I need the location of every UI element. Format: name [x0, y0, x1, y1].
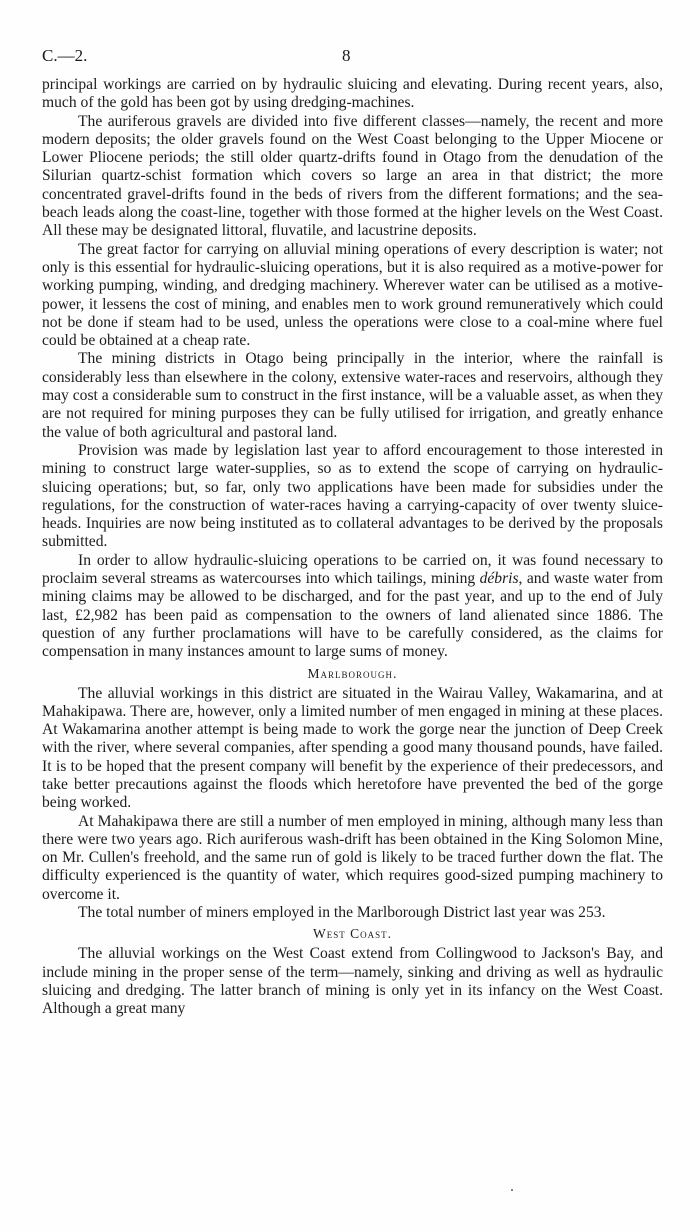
paragraph-6-part-1: In order to allow hydraulic-sluicing operations to be carried on, it was found necessary to proclaim several streams as watercourses into which tailings, mining: [42, 551, 663, 588]
paragraph-8: At Mahakipawa there are still a number of men employed in mining, although many less than there were two years ago. Rich auriferous wash-drift has been obtained in the King Solomon Mine, on Mr. Cullen's freehold, and the same run of gold is likely to be traced further down the flat. The difficulty experienced is the quantity of water, which requires good-sized pumping machinery to overcome it.: [42, 812, 663, 903]
paragraph-1: principal workings are carried on by hydraulic sluicing and elevating. During recent years, also, much of the gold has been got by using dredging-machines.: [42, 76, 663, 112]
page-header: [42, 46, 663, 68]
paragraph-7: The alluvial workings in this district are situated in the Wairau Valley, Wakamarina, and at Mahakipawa. There are, however, only a limited number of men engaged in mining at these places. At Wakamarina another attempt is being made to work the gorge near the junction of Deep Creek with the river, where several companies, after spending a good many thousand pounds, have failed. It is to be hoped that the present company will benefit by the experience of their predecessors, and take better precautions against the floods which heretofore have prevented the bed of the gorge being worked.: [42, 684, 663, 812]
italic-term: débris: [479, 570, 519, 588]
paragraph-4: The mining districts in Otago being principally in the interior, where the rainfall is considerably less than elsewhere in the colony, extensive water-races and reservoirs, although they may cost a considerable sum to construct in the first instance, will be a valuable asset, as when they are not required for mining purposes they can be fully utilised for irrigation, and greatly enhance the value of both agricultural and pastoral land.: [42, 350, 663, 441]
section-heading-west-coast: West Coast.: [313, 926, 392, 942]
paragraph-2: The auriferous gravels are divided into five different classes—namely, the recent and more modern deposits; the older gravels found on the West Coast belonging to the Upper Miocene or Lower Pliocene periods; the still older quartz-drifts found in Otago from the denudation of the Silurian quartz-schist formation which covers so large an area in that district; the more concentrated gravel-drifts found in the beds of rivers from the different formations; and the sea-beach leads along the coast-line, together with those formed at the higher levels on the West Coast. All these may be designated littoral, fluvatile, and lacustrine deposits.: [42, 112, 663, 240]
report-reference: C.—2.: [42, 46, 88, 65]
paragraph-10: The alluvial workings on the West Coast extend from Collingwood to Jackson's Bay, and include mining in the proper sense of the term—namely, sinking and driving as well as hydraulic sluicing and dredging. The latter branch of mining is only yet in its infancy on the West Coast. Although a great many: [42, 945, 663, 1018]
body-text: [42, 76, 663, 1019]
paragraph-3: The great factor for carrying on alluvial mining operations of every description is water; not only is this essential for hydraulic-sluicing operations, but it is also required as a motive-power for working pumping, winding, and dredging machinery. Wherever water can be utilised as a motive-power, it lessens the cost of mining, and enables men to work ground remuneratively which could not be done if steam had to be used, unless the operations were close to a coal-mine where fuel could be obtained at a cheap rate.: [42, 240, 663, 350]
section-heading-marlborough: Marlborough.: [307, 665, 398, 681]
paragraph-5: Provision was made by legislation last year to afford encouragement to those interested in mining to construct large water-supplies, so as to extend the scope of carrying on hydraulic-sluicing operations; but, so far, only two applications have been made for subsidies under the regulations, for the construction of water-races having a carrying-capacity of over twenty sluice-heads. Inquiries are now being instituted as to collateral advantages to be derived by the proposals submitted.: [42, 441, 663, 551]
paragraph-6: [42, 552, 663, 662]
ink-speck: [511, 1189, 513, 1191]
paragraph-9: The total number of miners employed in the Marlborough District last year was 253.: [78, 904, 606, 922]
paragraph-6-part-2: , and waste water from mining claims may be allowed to be discharged, and for the past year, and up to the end of July last, £2,982 has been paid as compensation to the owners of land alienated since 1886. The question of any further proclamations will have to be carefully considered, as the claims for compensation in many instances amount to large sums of money.: [42, 570, 664, 661]
page-number: 8: [342, 46, 351, 65]
